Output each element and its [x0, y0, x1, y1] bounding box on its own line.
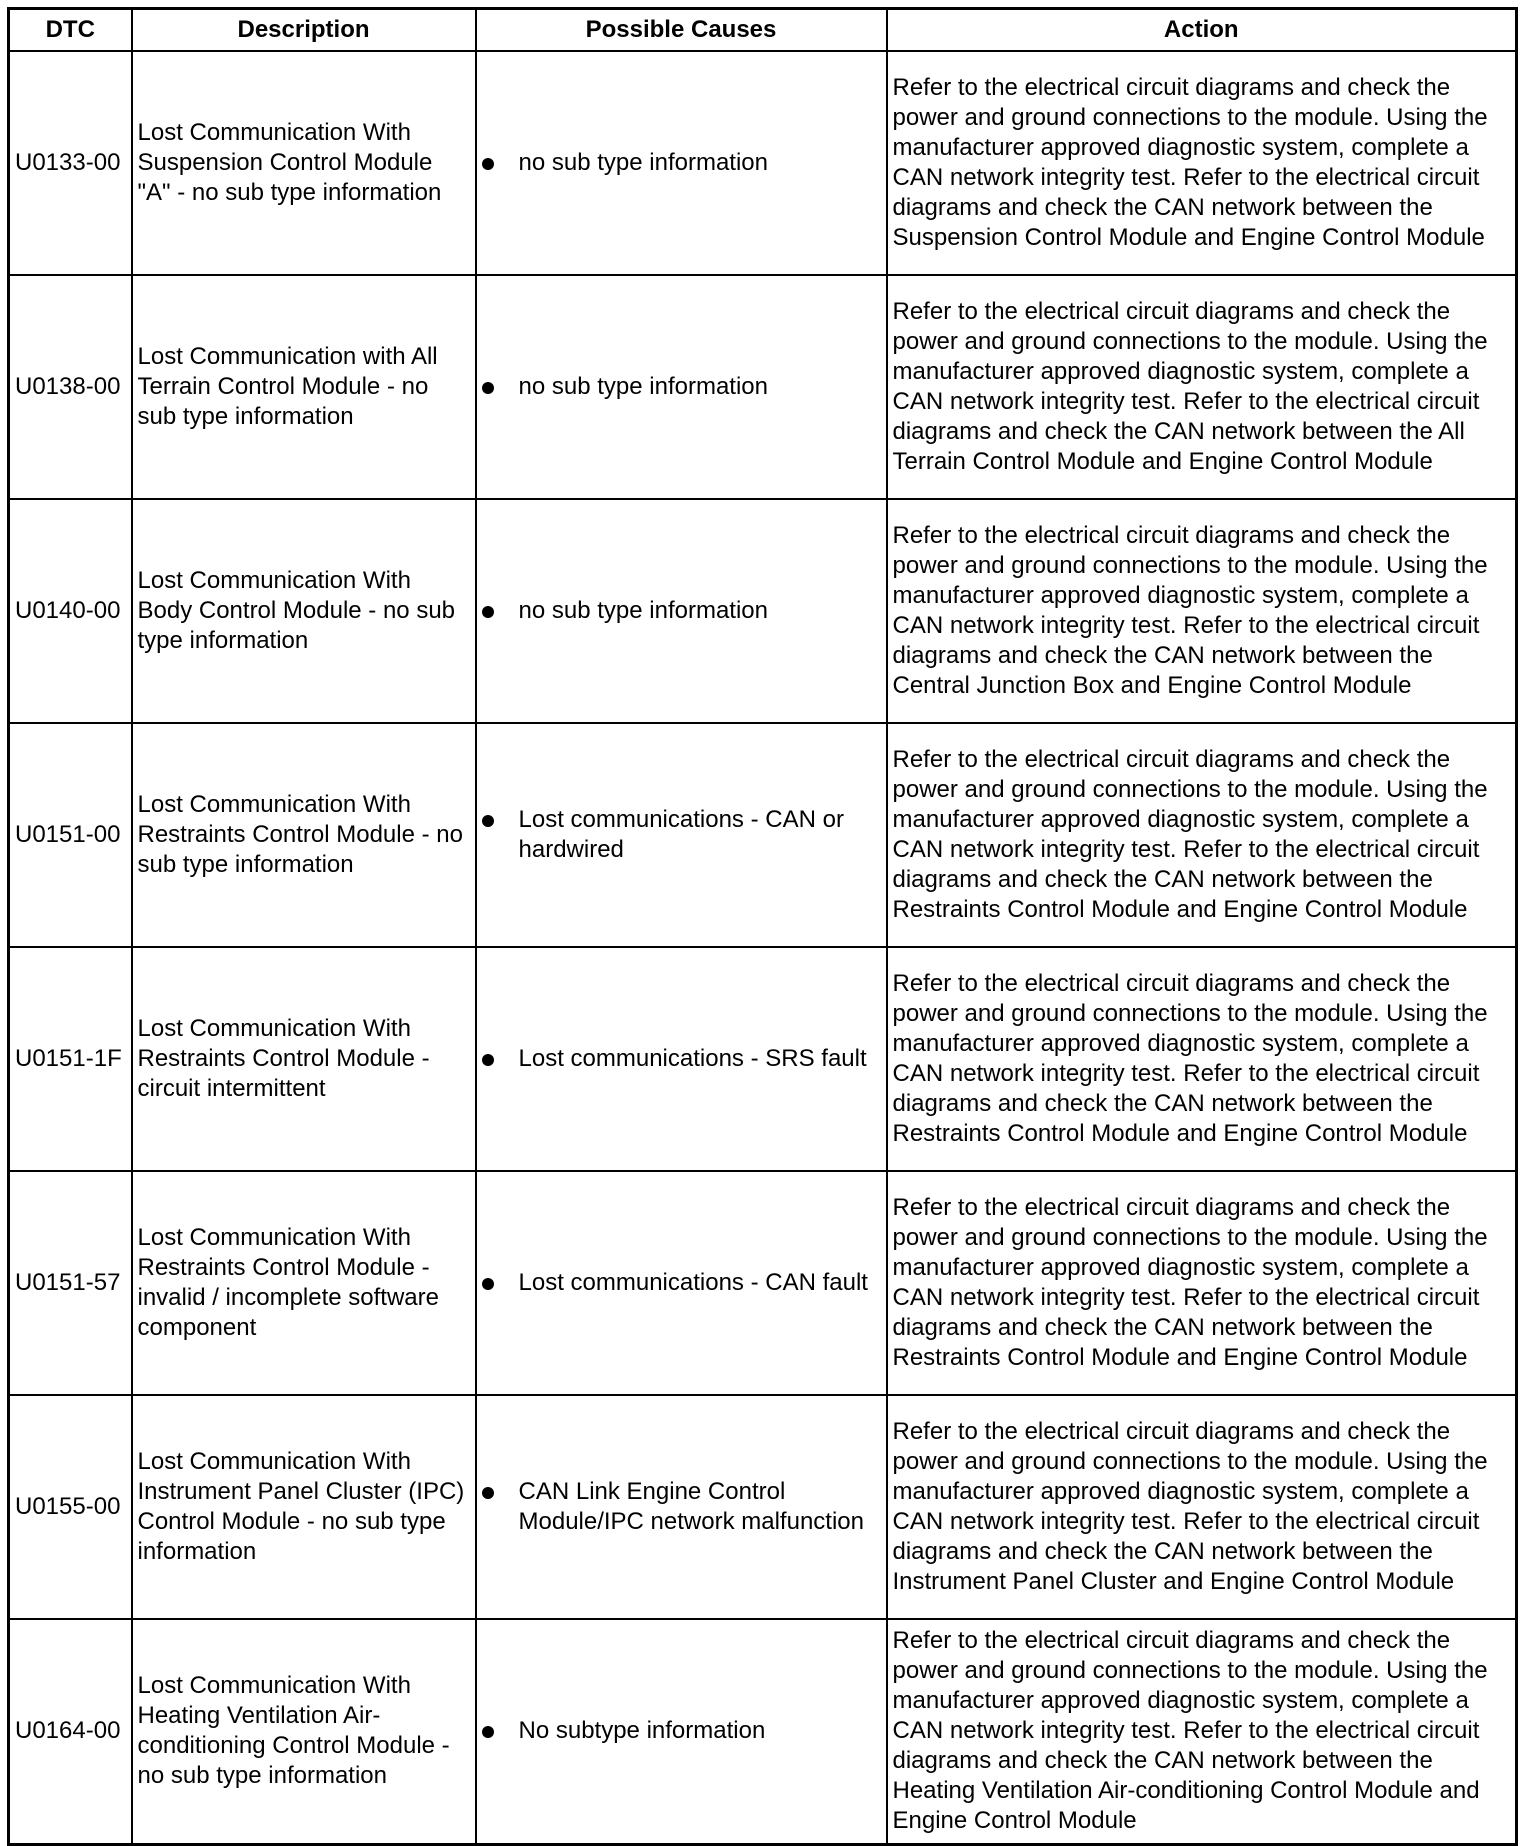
description-cell: Lost Communication With Restraints Control Module - circuit intermittent	[132, 947, 476, 1171]
bullet-icon	[482, 382, 494, 394]
description-cell: Lost Communication With Heating Ventilation Air-conditioning Control Module - no sub type information	[132, 1619, 476, 1845]
description-cell: Lost Communication With Instrument Panel Cluster (IPC) Control Module - no sub type information	[132, 1395, 476, 1619]
action-cell: Refer to the electrical circuit diagrams and check the power and ground connections to the module. Using the manufacturer approved diagnostic system, complete a CAN network integrity test. Refer to the electrical circuit diagrams and check the CAN network between the Restraints Control Module and Engine Control Module	[887, 723, 1517, 947]
causes-cell	[476, 1395, 887, 1619]
header-description: Description	[132, 9, 476, 51]
table-row	[9, 947, 1517, 1171]
action-cell: Refer to the electrical circuit diagrams and check the power and ground connections to the module. Using the manufacturer approved diagnostic system, complete a CAN network integrity test. Refer to the electrical circuit diagrams and check the CAN network between the Central Junction Box and Engine Control Module	[887, 499, 1517, 723]
cause-text: Lost communications - SRS fault	[518, 1044, 867, 1072]
causes-cell	[476, 499, 887, 723]
bullet-icon	[482, 158, 494, 170]
table-row	[9, 1171, 1517, 1395]
action-cell: Refer to the electrical circuit diagrams and check the power and ground connections to the module. Using the manufacturer approved diagnostic system, complete a CAN network integrity test. Refer to the electrical circuit diagrams and check the CAN network between the Instrument Panel Cluster and Engine Control Module	[887, 1395, 1517, 1619]
header-action: Action	[887, 9, 1517, 51]
action-cell: Refer to the electrical circuit diagrams and check the power and ground connections to the module. Using the manufacturer approved diagnostic system, complete a CAN network integrity test. Refer to the electrical circuit diagrams and check the CAN network between the Heating Ventilation Air-conditioning Control Module and Engine Control Module	[887, 1619, 1517, 1845]
description-cell: Lost Communication With Restraints Control Module - invalid / incomplete software component	[132, 1171, 476, 1395]
cause-text: Lost communications - CAN fault	[518, 1268, 868, 1296]
bullet-icon	[482, 815, 494, 827]
table-row	[9, 499, 1517, 723]
bullet-icon	[482, 1054, 494, 1066]
bullet-icon	[482, 1278, 494, 1290]
description-cell: Lost Communication With Suspension Control Module "A" - no sub type information	[132, 51, 476, 275]
cause-text: no sub type information	[518, 372, 768, 400]
table-row	[9, 275, 1517, 499]
dtc-code: U0133-00	[9, 51, 132, 275]
table-row	[9, 723, 1517, 947]
dtc-code: U0151-57	[9, 1171, 132, 1395]
description-cell: Lost Communication With Restraints Control Module - no sub type information	[132, 723, 476, 947]
header-row	[9, 9, 1517, 51]
causes-cell	[476, 1619, 887, 1845]
table-row	[9, 1395, 1517, 1619]
causes-cell	[476, 51, 887, 275]
header-possible-causes: Possible Causes	[476, 9, 887, 51]
dtc-table	[7, 7, 1518, 1846]
header-dtc: DTC	[9, 9, 132, 51]
dtc-code: U0151-1F	[9, 947, 132, 1171]
table-row	[9, 51, 1517, 275]
dtc-code: U0138-00	[9, 275, 132, 499]
description-cell: Lost Communication With Body Control Module - no sub type information	[132, 499, 476, 723]
bullet-icon	[482, 606, 494, 618]
table-row	[9, 1619, 1517, 1845]
dtc-code: U0164-00	[9, 1619, 132, 1845]
cause-text: no sub type information	[518, 596, 768, 624]
action-cell: Refer to the electrical circuit diagrams and check the power and ground connections to the module. Using the manufacturer approved diagnostic system, complete a CAN network integrity test. Refer to the electrical circuit diagrams and check the CAN network between the All Terrain Control Module and Engine Control Module	[887, 275, 1517, 499]
cause-text: CAN Link Engine Control Module/IPC network malfunction	[518, 1477, 864, 1535]
cause-text: Lost communications - CAN or hardwired	[518, 805, 844, 863]
action-cell: Refer to the electrical circuit diagrams and check the power and ground connections to the module. Using the manufacturer approved diagnostic system, complete a CAN network integrity test. Refer to the electrical circuit diagrams and check the CAN network between the Restraints Control Module and Engine Control Module	[887, 947, 1517, 1171]
cause-text: No subtype information	[518, 1717, 766, 1745]
action-cell: Refer to the electrical circuit diagrams and check the power and ground connections to the module. Using the manufacturer approved diagnostic system, complete a CAN network integrity test. Refer to the electrical circuit diagrams and check the CAN network between the Suspension Control Module and Engine Control Module	[887, 51, 1517, 275]
description-cell: Lost Communication with All Terrain Control Module - no sub type information	[132, 275, 476, 499]
cause-text: no sub type information	[518, 148, 768, 176]
action-cell: Refer to the electrical circuit diagrams and check the power and ground connections to the module. Using the manufacturer approved diagnostic system, complete a CAN network integrity test. Refer to the electrical circuit diagrams and check the CAN network between the Restraints Control Module and Engine Control Module	[887, 1171, 1517, 1395]
causes-cell	[476, 1171, 887, 1395]
dtc-code: U0140-00	[9, 499, 132, 723]
bullet-icon	[482, 1726, 494, 1738]
causes-cell	[476, 275, 887, 499]
dtc-code: U0151-00	[9, 723, 132, 947]
dtc-code: U0155-00	[9, 1395, 132, 1619]
causes-cell	[476, 723, 887, 947]
causes-cell	[476, 947, 887, 1171]
bullet-icon	[482, 1487, 494, 1499]
